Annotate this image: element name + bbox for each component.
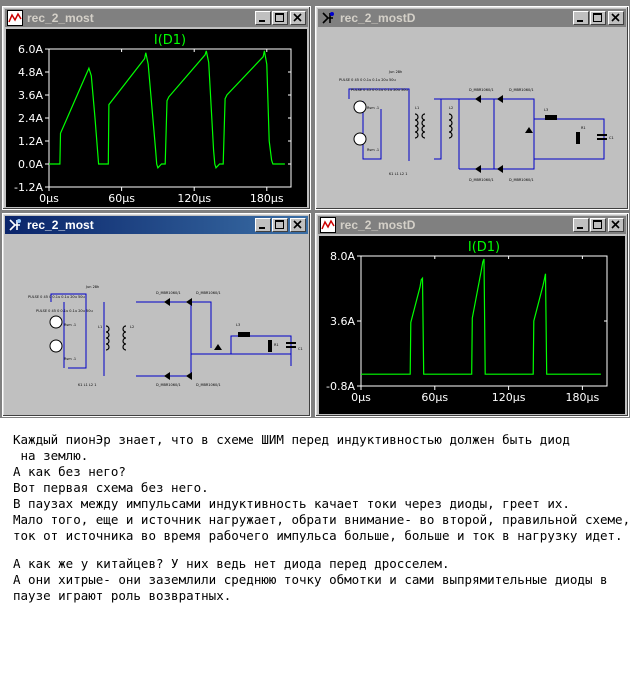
- svg-text:Jun 28h: Jun 28h: [86, 285, 100, 289]
- svg-text:R1: R1: [581, 126, 586, 130]
- y-tick-label: 1.2A: [17, 135, 43, 148]
- y-tick-label: 4.8A: [17, 66, 43, 79]
- minimize-button[interactable]: [573, 11, 589, 25]
- x-tick-label: 120µs: [491, 391, 526, 404]
- svg-text:K1 L1 L2 1: K1 L1 L2 1: [389, 172, 408, 176]
- y-tick-label: 6.0A: [17, 43, 43, 56]
- waveform-icon: [320, 217, 336, 233]
- schematic-icon: [7, 217, 23, 233]
- text-line: Мало того, еще и источник нагружает, обрати внимание- во второй, правильной схеме,: [13, 512, 630, 527]
- window-titlebar[interactable]: [5, 216, 308, 234]
- svg-text:C1: C1: [609, 136, 614, 140]
- trace-line: [361, 259, 601, 374]
- text-line: А они хитрые- они заземлили среднюю точку обмотки и сами выпрямительные диоды в: [13, 572, 608, 587]
- maximize-button[interactable]: [272, 11, 288, 25]
- minimize-button[interactable]: [573, 218, 589, 232]
- svg-text:L2: L2: [449, 106, 454, 110]
- waveform-chart: [6, 29, 307, 207]
- minimize-button[interactable]: [255, 218, 271, 232]
- text-line: Вот первая схема без него.: [13, 480, 209, 495]
- close-button[interactable]: [608, 11, 624, 25]
- svg-text:L3: L3: [236, 323, 241, 327]
- svg-text:R1: R1: [274, 343, 279, 347]
- close-button[interactable]: [608, 218, 624, 232]
- svg-text:Rsm .1: Rsm .1: [367, 148, 380, 152]
- svg-text:PULSE 0 45 0 0.1u 0.1u 20u 50u: PULSE 0 45 0 0.1u 0.1u 20u 50u: [28, 295, 85, 299]
- svg-text:D_MBR1060/1: D_MBR1060/1: [156, 291, 181, 295]
- window-titlebar[interactable]: [318, 9, 626, 27]
- svg-text:D_MBR1060/1: D_MBR1060/1: [196, 291, 221, 295]
- text-line: В паузах между импульсами индуктивность качает токи через диоды, греет их.: [13, 496, 570, 511]
- y-tick-label: -1.2A: [14, 181, 43, 194]
- svg-text:D_MBR1060/1: D_MBR1060/1: [509, 88, 534, 92]
- waveform-window-top-left[interactable]: [2, 6, 311, 210]
- maximize-button[interactable]: [590, 218, 606, 232]
- y-tick-label: -0.8A: [326, 380, 355, 393]
- window-title: rec_2_most: [27, 11, 94, 25]
- svg-text:D_MBR1060/1: D_MBR1060/1: [196, 383, 221, 387]
- svg-text:PULSE 0 45 0 0.1u 0.1u 20u 50u: PULSE 0 45 0 0.1u 0.1u 20u 50u: [351, 88, 408, 92]
- x-tick-label: 0µs: [351, 391, 371, 404]
- svg-text:Rsm .1: Rsm .1: [367, 106, 380, 110]
- schematic-icon: [320, 10, 336, 26]
- x-tick-label: 60µs: [108, 192, 135, 205]
- schematic-canvas[interactable]: [6, 236, 307, 414]
- x-tick-label: 120µs: [177, 192, 212, 205]
- close-button[interactable]: [290, 218, 306, 232]
- waveform-icon: [7, 10, 23, 26]
- window-titlebar[interactable]: [5, 9, 308, 27]
- svg-text:L1: L1: [98, 325, 103, 329]
- window-titlebar[interactable]: [318, 216, 626, 234]
- trace-label[interactable]: I(D1): [467, 240, 501, 255]
- svg-text:C1: C1: [298, 347, 303, 351]
- y-tick-label: 0.0A: [17, 158, 43, 171]
- svg-text:D_MBR1060/1: D_MBR1060/1: [509, 178, 534, 182]
- text-line: А как же у китайцев? У них ведь нет диода перед дросселем.: [13, 556, 450, 571]
- window-title: rec_2_most: [27, 218, 94, 232]
- text-line: на землю.: [13, 448, 89, 463]
- waveform-plot[interactable]: [319, 236, 625, 414]
- close-button[interactable]: [290, 11, 306, 25]
- waveform-window-bottom-right[interactable]: [315, 213, 629, 417]
- svg-text:PULSE 0 45 0 0.1u 0.1u 20u 50u: PULSE 0 45 0 0.1u 0.1u 20u 50u: [339, 78, 396, 82]
- svg-text:Rsm .1: Rsm .1: [64, 357, 77, 361]
- plot-frame: [49, 49, 291, 187]
- svg-text:L1: L1: [415, 106, 420, 110]
- svg-text:PULSE 0 45 0 0.1u 0.1u 20u 50u: PULSE 0 45 0 0.1u 0.1u 20u 50u: [36, 309, 93, 313]
- svg-text:D_MBR1060/1: D_MBR1060/1: [469, 178, 494, 182]
- waveform-chart: [319, 236, 625, 414]
- window-title: rec_2_mostD: [340, 11, 416, 25]
- text-line: ток от источника во время рабочего импульса больше, больше и ток в нагрузку идет.: [13, 528, 623, 543]
- waveform-plot[interactable]: [6, 29, 307, 207]
- y-tick-label: 3.6A: [17, 89, 43, 102]
- x-tick-label: 180µs: [249, 192, 284, 205]
- schematic-window-bottom-left[interactable]: [2, 213, 311, 417]
- y-tick-label: 3.6A: [329, 315, 355, 328]
- schematic-drawing: [6, 236, 307, 414]
- y-tick-label: 2.4A: [17, 112, 43, 125]
- svg-text:Rsm .1: Rsm .1: [64, 323, 77, 327]
- schematic-drawing: [319, 29, 625, 207]
- text-line: Каждый пионЭр знает, что в схеме ШИМ перед индуктивностью должен быть диод: [13, 432, 570, 447]
- x-tick-label: 60µs: [421, 391, 449, 404]
- maximize-button[interactable]: [272, 218, 288, 232]
- x-tick-label: 180µs: [565, 391, 600, 404]
- trace-label[interactable]: I(D1): [153, 33, 187, 48]
- explanation-paragraph-1: [13, 432, 630, 544]
- minimize-button[interactable]: [255, 11, 271, 25]
- svg-text:D_MBR1060/1: D_MBR1060/1: [156, 383, 181, 387]
- text-line: А как без него?: [13, 464, 126, 479]
- text-line: паузе играют роль возвратных.: [13, 588, 232, 603]
- svg-text:Jun 28h: Jun 28h: [389, 70, 403, 74]
- window-title: rec_2_mostD: [340, 218, 416, 232]
- svg-text:L3: L3: [544, 108, 549, 112]
- maximize-button[interactable]: [590, 11, 606, 25]
- trace-line: [49, 51, 285, 168]
- x-tick-label: 0µs: [39, 192, 59, 205]
- svg-text:K1 L1 L2 1: K1 L1 L2 1: [78, 383, 97, 387]
- schematic-canvas[interactable]: [319, 29, 625, 207]
- y-tick-label: 8.0A: [329, 250, 355, 263]
- explanation-paragraph-2: [13, 556, 623, 604]
- svg-text:D_MBR1060/1: D_MBR1060/1: [469, 88, 494, 92]
- schematic-window-top-right[interactable]: [315, 6, 629, 210]
- svg-text:L2: L2: [130, 325, 135, 329]
